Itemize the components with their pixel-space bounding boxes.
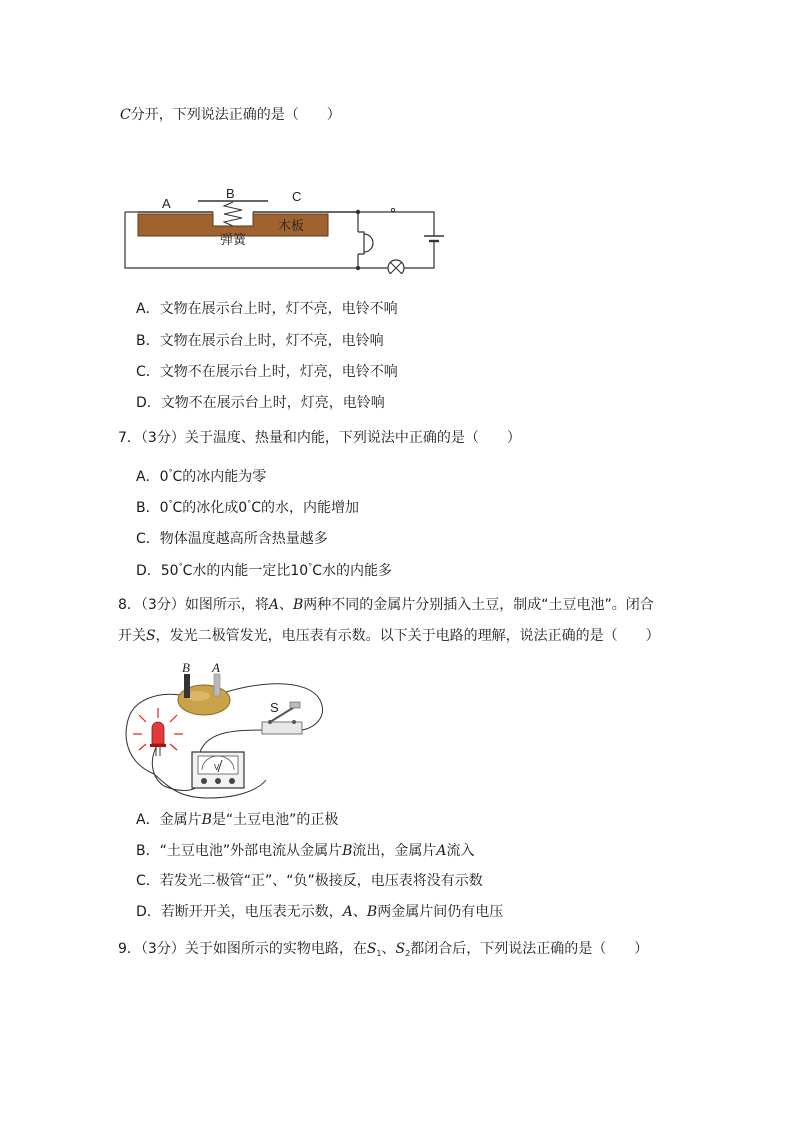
q6-var-c: C	[120, 107, 131, 123]
q6-stem	[120, 106, 341, 124]
q7-option-a	[136, 468, 266, 488]
q8-label-s: S	[270, 700, 279, 715]
q7-b-degree: °	[168, 499, 173, 508]
q7-a-suffix: C的冰内能为零	[172, 469, 267, 485]
q6-label-b: B	[226, 186, 235, 201]
q8-l1-a: 8．（3分）如图所示，将	[118, 597, 269, 613]
q8-stem-line2	[118, 627, 660, 645]
q8-d-var1: A	[342, 904, 353, 920]
q9-stem	[118, 940, 648, 960]
q8-label-a: A	[212, 660, 220, 675]
q8-b-var2: A	[436, 843, 447, 859]
q7-d-suffix: C水的内能多	[312, 563, 392, 579]
q8-b-suffix: 流入	[446, 843, 475, 859]
q6-option-d: D．文物不在展示台上时，灯亮，电铃响	[136, 395, 385, 411]
q8-meter-v: V	[214, 763, 220, 772]
q7-d-prefix: D．50	[136, 563, 179, 579]
q7-option-c: C．物体温度越高所含热量越多	[136, 531, 328, 547]
q6-switch-contact	[391, 208, 394, 211]
q7-d-degree: °	[178, 562, 183, 571]
q8-l2-b: ，发光二极管发光，电压表有示数。以下关于电路的理解，说法正确的是（ ）	[155, 628, 660, 644]
q6-lamp-icon	[388, 260, 404, 274]
q6-spring-recess	[213, 212, 253, 226]
q7-a-prefix: A．0	[136, 469, 169, 485]
q6-bell-base	[358, 232, 364, 254]
q7-stem: 7．（3分）关于温度、热量和内能，下列说法中正确的是（ ）	[118, 430, 521, 446]
q7-b-prefix: B．0	[136, 500, 169, 516]
q7-b-mid: C的冰化成0	[172, 500, 248, 516]
q6-option-a: A．文物在展示台上时，灯不亮，电铃不响	[136, 301, 398, 317]
q8-l1-b: 两种不同的金属片分别插入土豆，制成“土豆电池”。闭合	[303, 597, 654, 613]
q6-board-label: 木板	[278, 219, 305, 234]
q8-d-suffix: 两金属片间仍有电压	[377, 904, 504, 920]
q6-option-c: C．文物不在展示台上时，灯亮，电铃不响	[136, 364, 398, 380]
q9-s2-letter: S	[395, 941, 406, 957]
q6-label-c: C	[292, 189, 302, 204]
q8-option-a	[136, 811, 338, 829]
q8-stem-line1	[118, 596, 654, 614]
q8-option-c: C．若发光二极管“正”、“负”极接反，电压表将没有示数	[136, 873, 483, 889]
q8-wire-led-meter	[152, 744, 198, 791]
q7-b-degree2: °	[247, 499, 252, 508]
q8-wire-switch-meter	[200, 730, 266, 752]
q8-b-prefix: B．“土豆电池”外部电流从金属片	[136, 843, 343, 859]
q6-circuit-figure	[118, 184, 448, 274]
q8-b-mid: 流出，金属片	[352, 843, 437, 859]
q8-potato-figure	[118, 660, 338, 802]
q8-a-var: B	[201, 812, 212, 828]
q8-var-a: A	[268, 597, 279, 613]
q9-suffix: 都闭合后，下列说法正确的是（ ）	[410, 941, 649, 957]
q8-l2-a: 开关	[118, 628, 146, 644]
q9-s1-letter: S	[366, 941, 377, 957]
q8-led-icon	[133, 708, 183, 756]
q6-spring-label: 弹簧	[220, 233, 247, 248]
q8-var-b: B	[292, 597, 304, 613]
q8-var-s: S	[146, 628, 156, 644]
q8-a-suffix: 是“土豆电池”的正极	[211, 812, 339, 828]
q7-option-b	[136, 499, 359, 519]
q8-metal-b	[184, 674, 190, 698]
q8-d-prefix: D．若断开开关，电压表无示数，	[136, 904, 343, 920]
q6-wire-right	[418, 212, 434, 236]
q8-d-sep: 、	[352, 904, 367, 920]
q6-label-a: A	[162, 196, 171, 211]
q8-option-d	[136, 903, 503, 921]
q7-option-d	[136, 562, 392, 582]
q8-option-b	[136, 842, 475, 860]
q6-wire-right-bottom	[404, 241, 434, 268]
q7-b-suffix: C的水，内能增加	[251, 500, 359, 516]
q9-s2-sub: 2	[405, 949, 411, 958]
q8-a-prefix: A．金属片	[136, 812, 202, 828]
q6-stem-text: 分开，下列说法正确的是（ ）	[130, 107, 341, 123]
q8-metal-a	[214, 674, 220, 696]
q8-d-var2: B	[366, 904, 378, 920]
q7-a-degree: °	[168, 468, 173, 477]
q8-b-var1: B	[342, 843, 353, 859]
q7-d-mid: C水的内能一定比10	[182, 563, 309, 579]
q6-bell-icon	[364, 234, 373, 252]
q9-s1-sub: 1	[376, 949, 382, 958]
q6-option-b: B．文物在展示台上时，灯不亮，电铃响	[136, 333, 384, 349]
q8-sep: 、	[278, 597, 293, 613]
q7-d-degree2: °	[308, 562, 313, 571]
q8-switch-icon	[262, 702, 302, 734]
q9-prefix: 9．（3分）关于如图所示的实物电路，在	[118, 941, 367, 957]
q9-sep: 、	[381, 941, 396, 957]
q8-label-b: B	[182, 660, 190, 675]
